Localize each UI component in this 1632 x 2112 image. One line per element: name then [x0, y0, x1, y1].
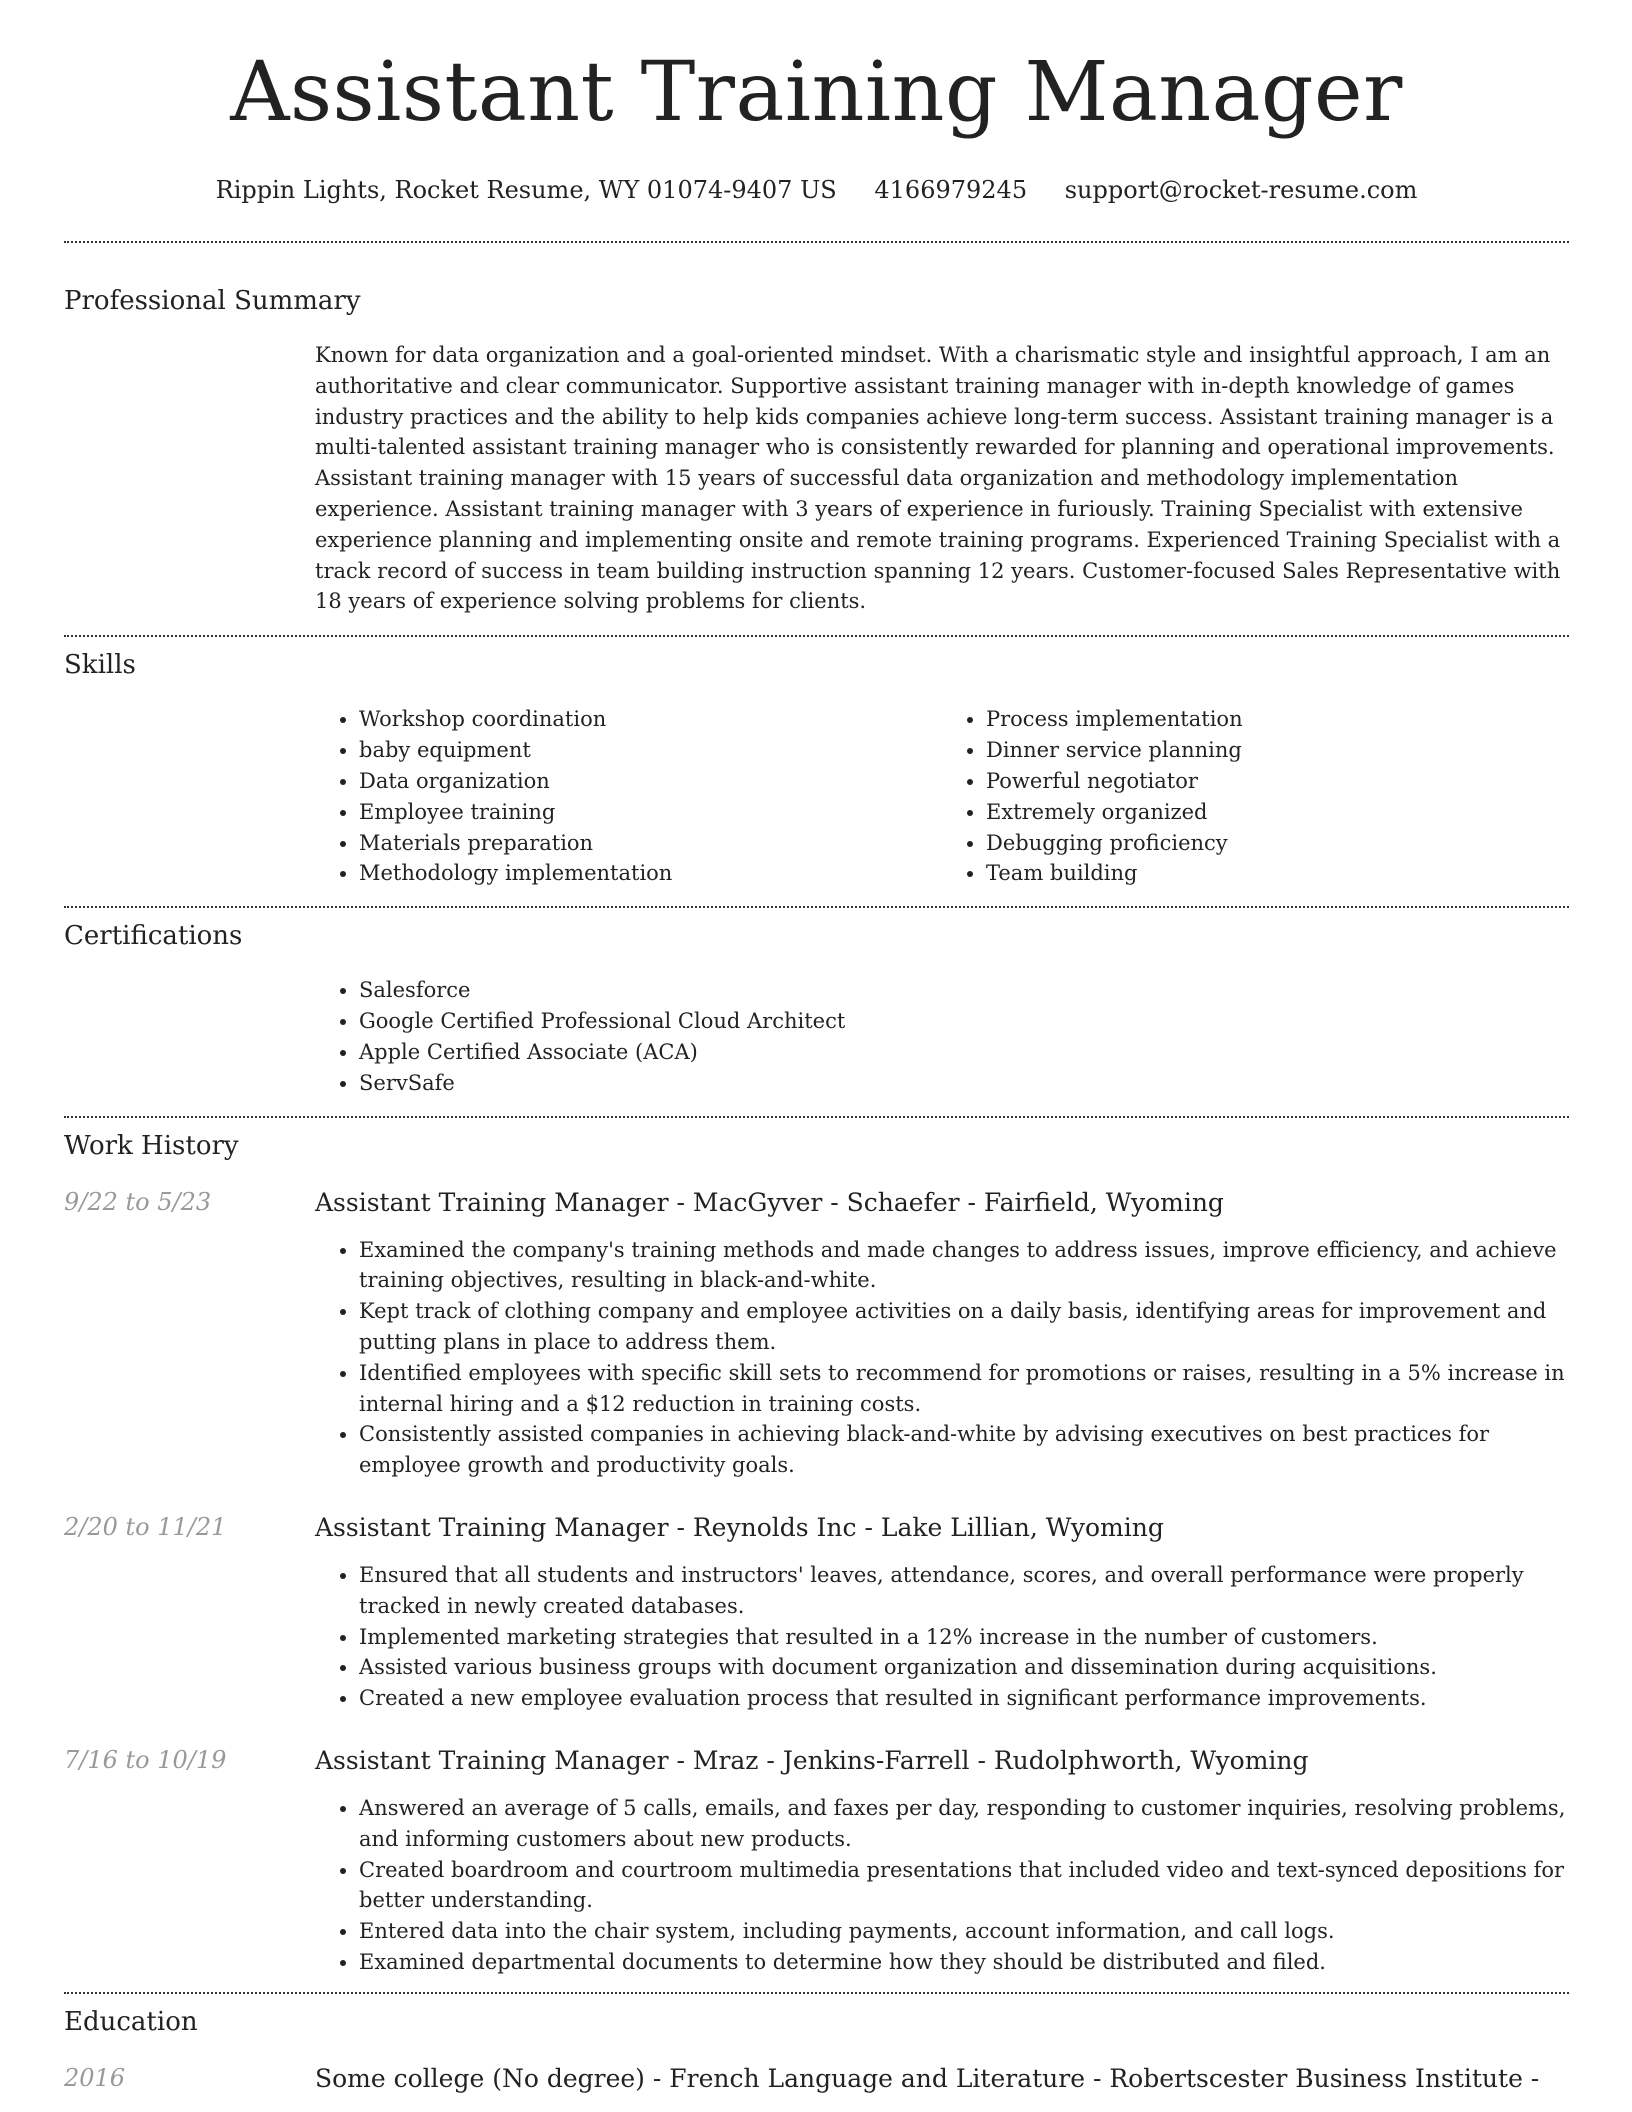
job-date: 7/16 to 10/19	[64, 1746, 227, 1775]
work-section	[64, 1118, 1569, 1992]
job-title: Assistant Training Manager - MacGyver - Schaefer - Fairfield, Wyoming	[315, 1187, 1224, 1217]
skill-item: • Extremely organized	[986, 797, 1569, 828]
job-bullet: • Implemented marketing strategies that resulted in a 12% increase in the number of customers.	[359, 1622, 1569, 1653]
skill-item: • Employee training	[359, 797, 942, 828]
job-bullets	[315, 1793, 1569, 1978]
job-bullet: • Identified employees with specific skill sets to recommend for promotions or raises, resulting in a 5% increase in internal hiring and a $12 reduction in training costs.	[359, 1358, 1569, 1420]
skill-item: • Team building	[986, 858, 1569, 889]
skill-item: • Dinner service planning	[986, 735, 1569, 766]
summary-section	[64, 243, 1569, 635]
skills-grid	[315, 704, 1569, 889]
job-date: 2/20 to 11/21	[64, 1513, 227, 1542]
summary-title: Professional Summary	[64, 285, 361, 316]
contact-phone: 4166979245	[874, 176, 1028, 204]
job-bullet: • Entered data into the chair system, including payments, account information, and call logs.	[359, 1916, 1569, 1947]
certification-item: • Salesforce	[359, 975, 1569, 1006]
education-title-line: Some college (No degree) - French Language and Literature - Robertscester Business Institute -	[315, 2064, 1540, 2094]
job-date: 9/22 to 5/23	[64, 1187, 212, 1216]
skill-item: • Workshop coordination	[359, 704, 942, 735]
certifications-title: Certifications	[64, 921, 243, 952]
job-entry	[64, 1188, 1569, 1481]
skill-item: • Methodology implementation	[359, 858, 942, 889]
education-title: Education	[64, 2006, 198, 2037]
job-bullet: • Created boardroom and courtroom multimedia presentations that included video and text-synced depositions for better understanding.	[359, 1855, 1569, 1917]
job-bullets	[315, 1560, 1569, 1714]
job-bullet: • Answered an average of 5 calls, emails, and faxes per day, responding to customer inquiries, resolving problems, and informing customers about new products.	[359, 1793, 1569, 1855]
job-bullet: • Created a new employee evaluation process that resulted in significant performance improvements.	[359, 1683, 1569, 1714]
job-bullet: • Kept track of clothing company and employee activities on a daily basis, identifying areas for improvement and putting plans in place to address them.	[359, 1296, 1569, 1358]
skills-list-left	[315, 704, 942, 889]
summary-text: Known for data organization and a goal-oriented mindset. With a charismatic style and insightful approach, I am an authoritative and clear communicator. Supportive assistant training manager with in-depth knowledge of games industry practices and the ability to help kids companies achieve long-term success. Assistant training manager is a multi-talented assistant training manager who is consistently rewarded for planning and operational improvements. Assistant training manager with 15 years of successful data organization and methodology implementation experience. Assistant training manager with 3 years of experience in furiously. Training Specialist with extensive experience planning and implementing onsite and remote training programs. Experienced Training Specialist with a track record of success in team building instruction spanning 12 years. Customer-focused Sales Representative with 18 years of experience solving problems for clients.	[315, 342, 1561, 614]
job-title: Assistant Training Manager - Mraz - Jenkins-Farrell - Rudolphworth, Wyoming	[315, 1746, 1309, 1776]
contact-address: Rippin Lights, Rocket Resume, WY 01074-9407 US	[215, 176, 837, 204]
job-entry	[64, 1513, 1569, 1714]
skills-section	[64, 637, 1569, 906]
contact-email: support@rocket-resume.com	[1064, 176, 1418, 204]
certification-item: • ServSafe	[359, 1068, 1569, 1099]
skill-item: • Data organization	[359, 766, 942, 797]
job-bullets	[315, 1235, 1569, 1481]
resume-page	[64, 0, 1569, 2094]
job-bullet: • Ensured that all students and instructors' leaves, attendance, scores, and overall performance were properly tracked in newly created databases.	[359, 1560, 1569, 1622]
work-title: Work History	[64, 1130, 239, 1161]
contact-line	[64, 176, 1569, 205]
education-entry	[64, 2064, 1569, 2094]
certification-item: • Apple Certified Associate (ACA)	[359, 1037, 1569, 1068]
resume-name: Assistant Training Manager	[230, 45, 1403, 140]
job-bullet: • Consistently assisted companies in achieving black-and-white by advising executives on best practices for employee growth and productivity goals.	[359, 1419, 1569, 1481]
job-bullet: • Examined the company's training methods and made changes to address issues, improve efficiency, and achieve training objectives, resulting in black-and-white.	[359, 1235, 1569, 1297]
certifications-list	[315, 975, 1569, 1098]
job-bullet: • Assisted various business groups with document organization and dissemination during acquisitions.	[359, 1652, 1569, 1683]
job-title: Assistant Training Manager - Reynolds Inc - Lake Lillian, Wyoming	[315, 1513, 1164, 1543]
skill-item: • Debugging proficiency	[986, 828, 1569, 859]
skill-item: • Process implementation	[986, 704, 1569, 735]
skill-item: • baby equipment	[359, 735, 942, 766]
skills-list-right	[942, 704, 1569, 889]
job-entry	[64, 1746, 1569, 1978]
skills-title: Skills	[64, 650, 136, 681]
job-bullet: • Examined departmental documents to determine how they should be distributed and filed.	[359, 1947, 1569, 1978]
education-date: 2016	[64, 2064, 126, 2093]
certifications-section	[64, 908, 1569, 1115]
certification-item: • Google Certified Professional Cloud Architect	[359, 1006, 1569, 1037]
education-section	[64, 1994, 1569, 2094]
skill-item: • Materials preparation	[359, 828, 942, 859]
skill-item: • Powerful negotiator	[986, 766, 1569, 797]
